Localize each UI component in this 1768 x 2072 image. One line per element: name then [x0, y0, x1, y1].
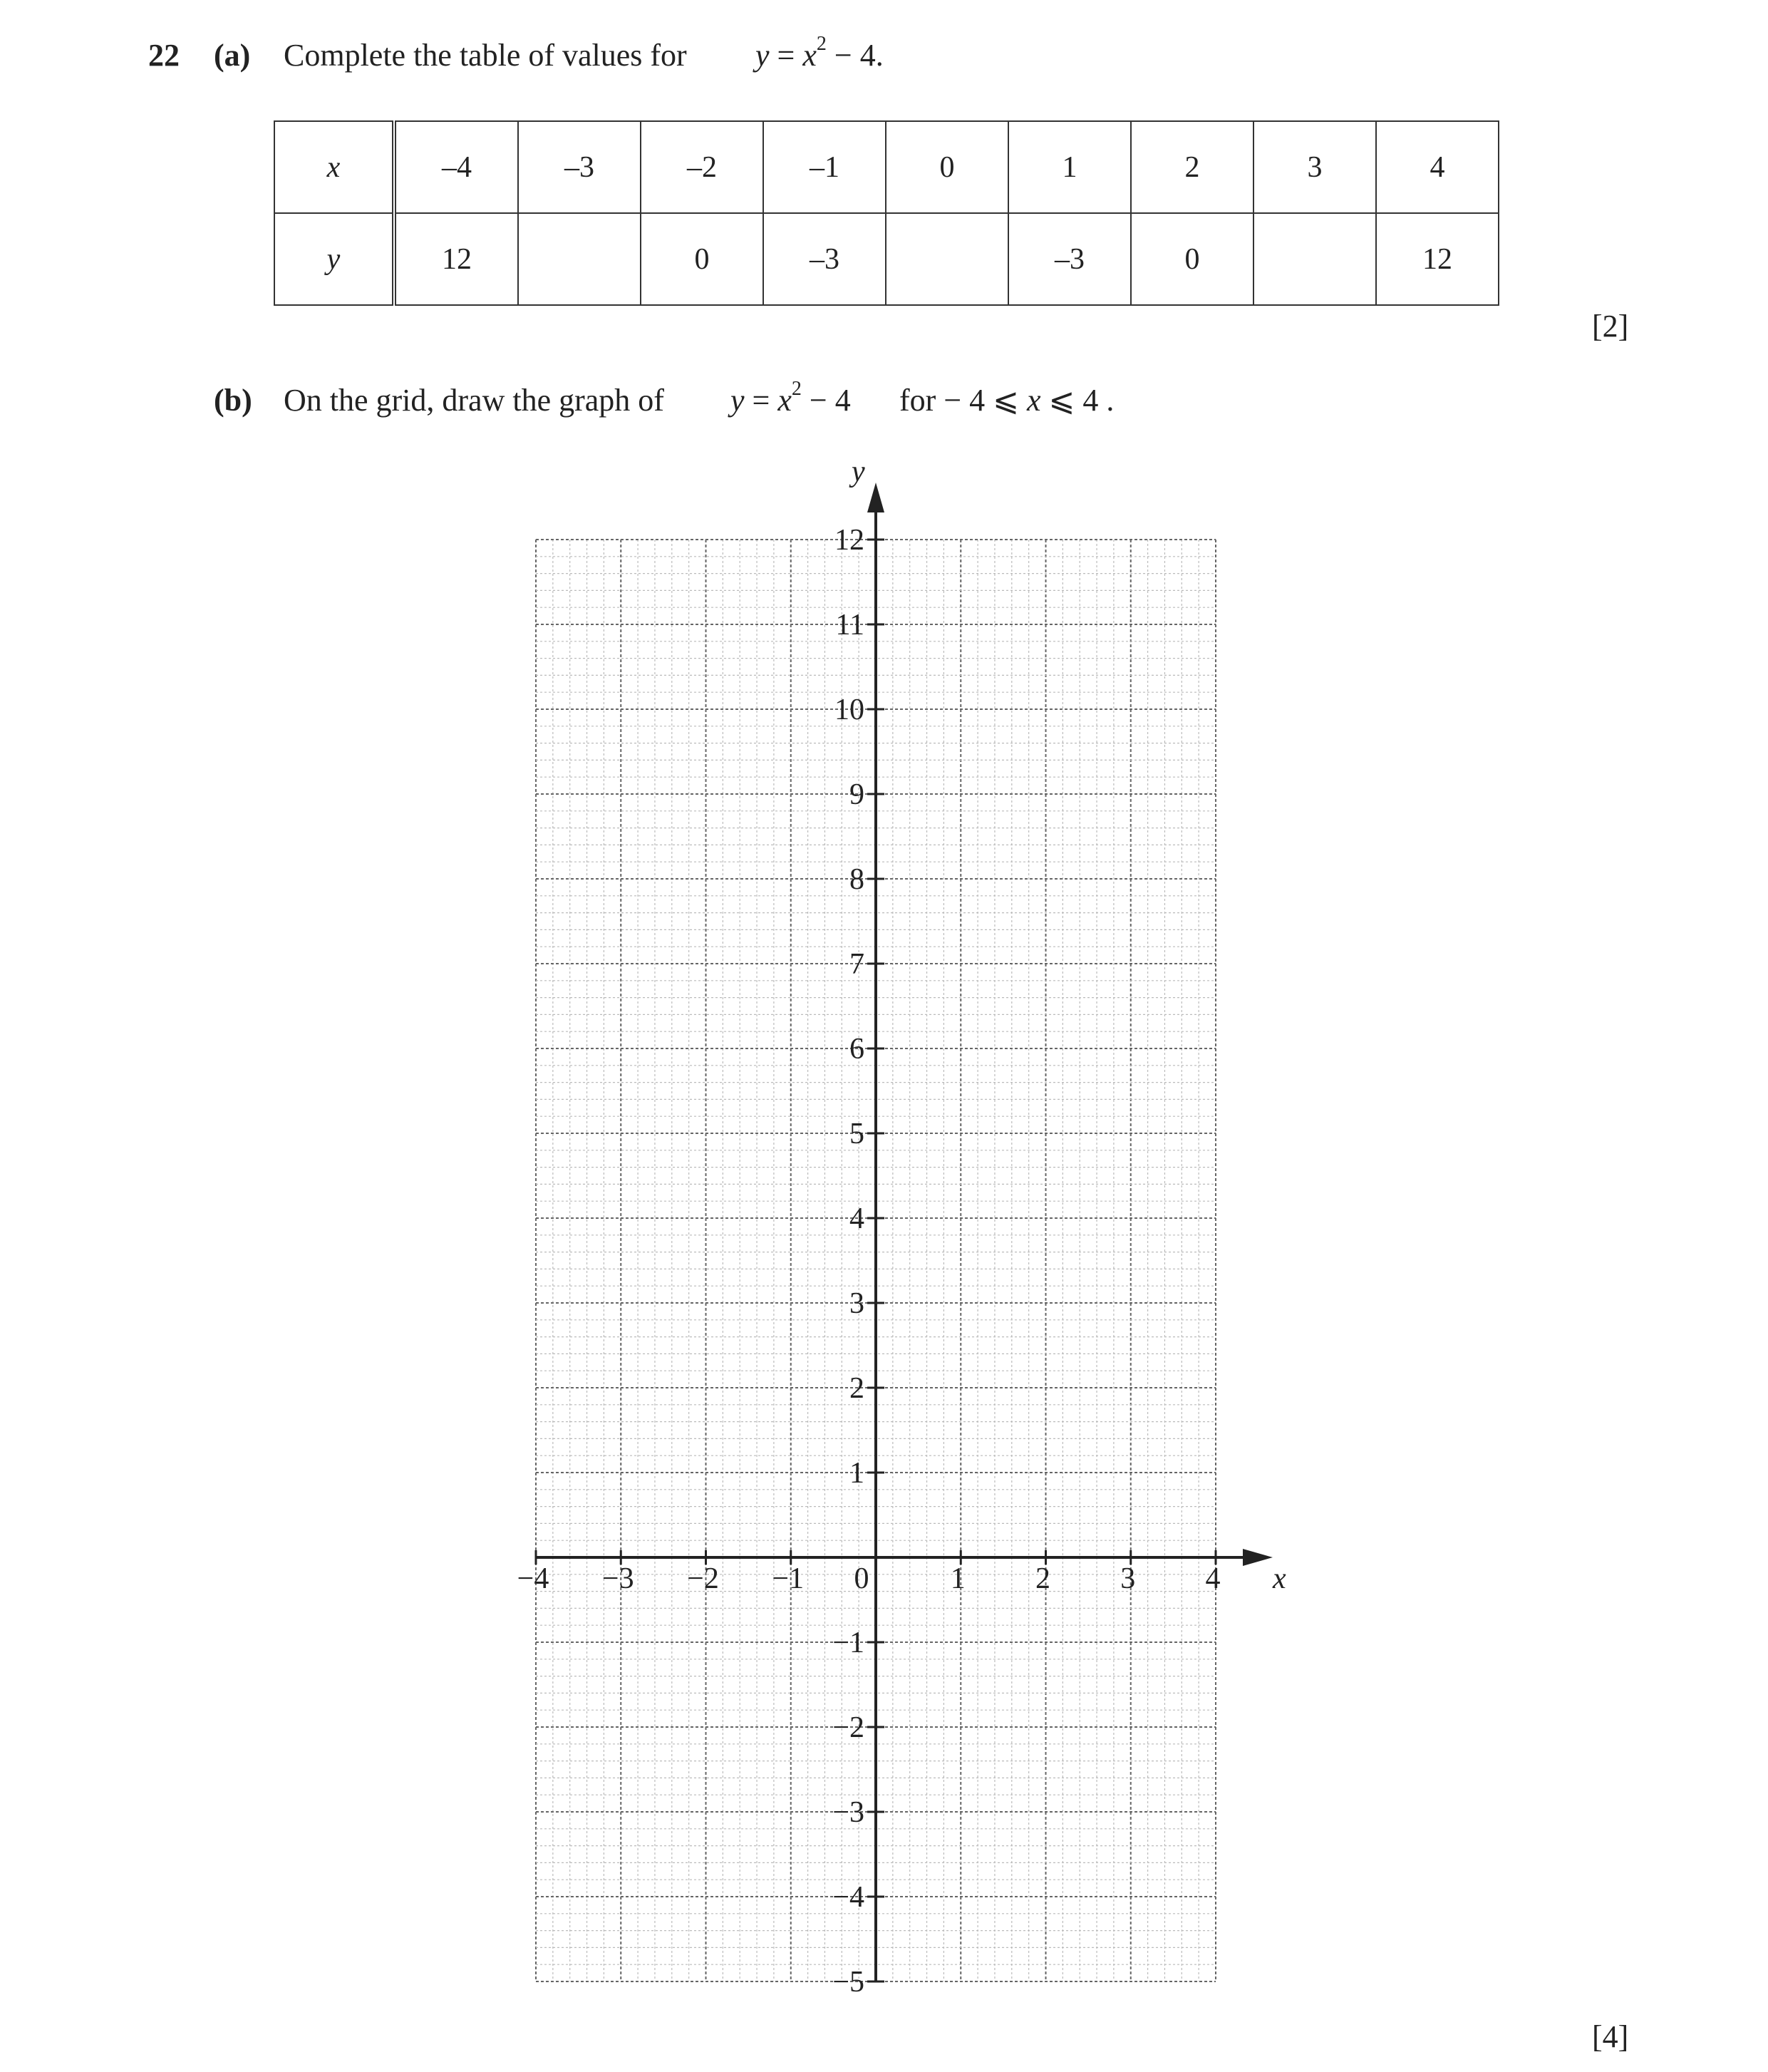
x-cell: 4 — [1376, 121, 1499, 213]
y-tick-label: −2 — [832, 1711, 864, 1744]
eq-b-power: 2 — [791, 378, 802, 401]
y-tick-label: 12 — [834, 524, 864, 557]
y-tick-label: 8 — [849, 863, 864, 896]
x-tick-label: 4 — [1205, 1562, 1221, 1595]
y-tick-label: −4 — [832, 1881, 864, 1914]
x-cell: 2 — [1131, 121, 1253, 213]
part-a-text: Complete the table of values for — [284, 38, 687, 73]
part-b-marks: [4] — [1592, 2019, 1629, 2054]
y-tick-label: −5 — [832, 1966, 864, 1999]
y-axis-arrow-icon — [867, 483, 884, 512]
x-cell: 1 — [1008, 121, 1131, 213]
range-lower: − 4 ⩽ — [936, 383, 1027, 418]
y-tick-label: 11 — [835, 609, 864, 641]
range-var: x — [1027, 383, 1041, 418]
y-tick-label: 5 — [849, 1118, 864, 1150]
y-tick-label: 9 — [849, 778, 864, 811]
y-axis-label: y — [852, 455, 865, 488]
x-cell: 0 — [886, 121, 1008, 213]
y-tick-label: 2 — [849, 1372, 864, 1405]
y-tick-label: 3 — [849, 1287, 864, 1320]
x-cell: –2 — [641, 121, 763, 213]
part-b-label: (b) — [214, 383, 252, 418]
x-tick-label: −3 — [601, 1562, 634, 1595]
x-header-cell: x — [274, 121, 394, 213]
range-prefix: for — [899, 383, 936, 418]
x-cell: –3 — [518, 121, 641, 213]
y-header-cell: y — [274, 213, 394, 305]
range-upper: ⩽ 4 . — [1040, 383, 1115, 418]
y-cell: –3 — [763, 213, 886, 305]
x-tick-label: −4 — [517, 1562, 549, 1595]
eq-a-lhs: y — [755, 38, 770, 73]
y-tick-label: 10 — [834, 694, 864, 726]
y-cell: –3 — [1008, 213, 1131, 305]
y-cell: 0 — [1131, 213, 1253, 305]
eq-a-power: 2 — [816, 33, 827, 56]
eq-b-lhs: y — [730, 383, 745, 418]
x-axis-arrow-icon — [1243, 1549, 1273, 1566]
x-tick-label: −2 — [687, 1562, 719, 1595]
x-cell: 3 — [1253, 121, 1376, 213]
y-tick-label: −3 — [832, 1796, 864, 1829]
y-cell: 12 — [1376, 213, 1499, 305]
x-tick-label: −1 — [772, 1562, 805, 1595]
y-tick-label: 6 — [849, 1033, 864, 1066]
eq-a-base: x — [802, 38, 817, 73]
eq-b-rest: − 4 — [801, 383, 851, 418]
x-axis-label: x — [1273, 1562, 1286, 1595]
y-tick-label: 7 — [849, 948, 864, 981]
y-tick-label: −1 — [832, 1627, 864, 1659]
x-tick-label: 0 — [854, 1562, 869, 1595]
question-number: 22 — [148, 38, 180, 73]
y-tick-label: 1 — [849, 1457, 864, 1490]
y-cell: 0 — [641, 213, 763, 305]
x-cell: –4 — [394, 121, 518, 213]
eq-b-eq: = — [744, 383, 778, 418]
eq-b-base: x — [777, 383, 792, 418]
x-tick-label: 2 — [1035, 1562, 1050, 1595]
y-tick-label: 4 — [849, 1202, 864, 1235]
x-tick-label: 1 — [950, 1562, 966, 1595]
part-a-marks: [2] — [1592, 309, 1629, 344]
part-a-label: (a) — [214, 38, 251, 73]
part-b-text: On the grid, draw the graph of — [284, 383, 664, 418]
x-tick-label: 3 — [1120, 1562, 1136, 1595]
y-cell: 12 — [394, 213, 518, 305]
eq-a-rest: − 4. — [826, 38, 884, 73]
eq-a-eq: = — [769, 38, 803, 73]
x-cell: –1 — [763, 121, 886, 213]
